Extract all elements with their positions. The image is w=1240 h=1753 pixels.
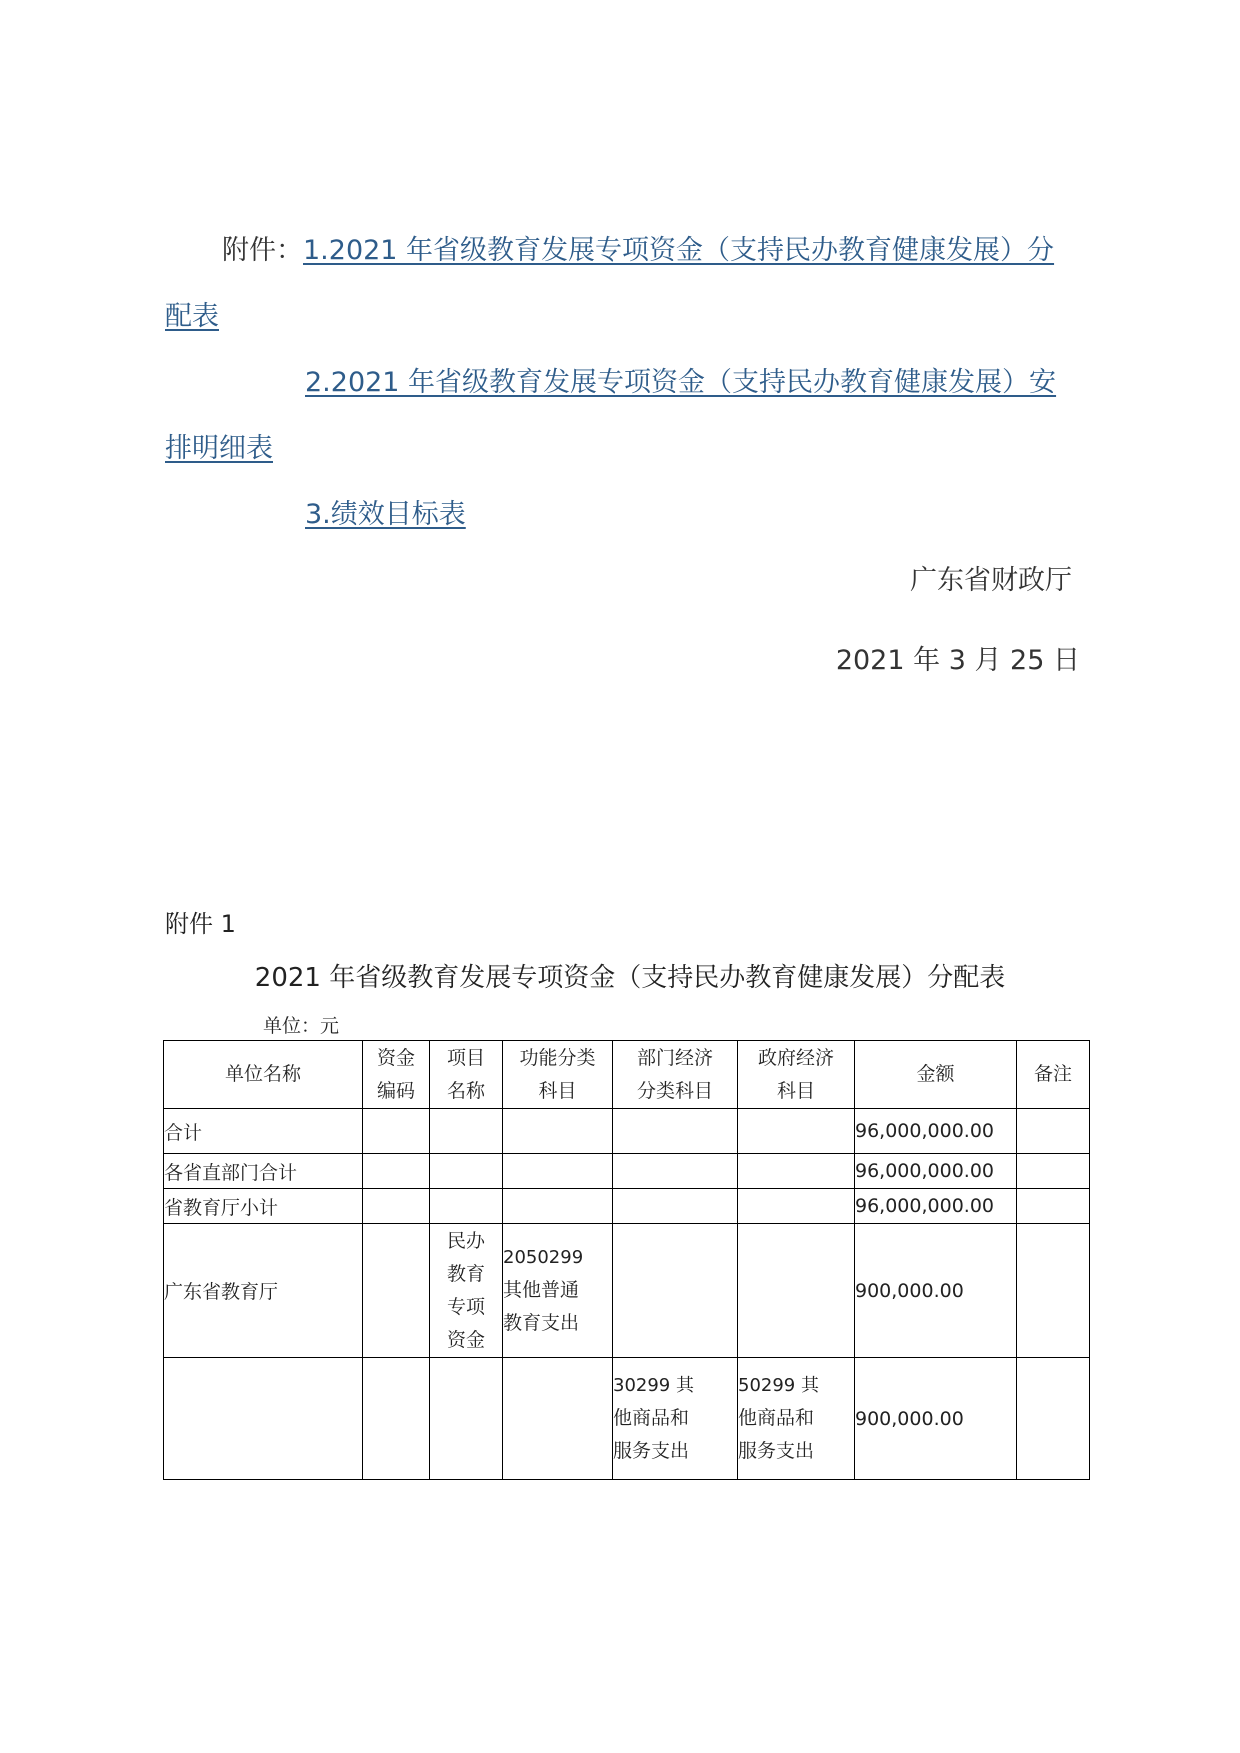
project-line: 教育 (446, 1262, 485, 1285)
empty-cell (738, 1154, 855, 1189)
table-header-row (164, 1041, 1090, 1109)
header-fund-code-l2: 编码 (376, 1079, 415, 1102)
header-dept-econ-l1: 部门经济 (636, 1046, 713, 1069)
header-dept-econ-l2: 分类科目 (636, 1079, 713, 1102)
attachment-line-2-cont (165, 431, 273, 467)
empty-cell (613, 1109, 738, 1154)
header-func-class-l2: 科目 (538, 1079, 577, 1102)
row-name: 合计 (164, 1109, 363, 1154)
row-amount: 900,000.00 (855, 1224, 1017, 1358)
attachment-link-1-cont[interactable]: 配表 (165, 301, 219, 332)
project-line: 专项 (446, 1295, 485, 1318)
header-dept-econ (613, 1041, 738, 1109)
table-row (164, 1224, 1090, 1358)
table-row (164, 1154, 1090, 1189)
header-func-class (503, 1041, 613, 1109)
attachment-line-1-cont (165, 299, 219, 335)
empty-cell (1017, 1358, 1090, 1480)
row-dept-econ (613, 1358, 738, 1480)
header-project-name-l1: 项目 (446, 1046, 485, 1069)
attachment-prefix: 附件： (222, 235, 303, 266)
signature-date: 2021 年 3 月 25 日 (835, 645, 1080, 676)
attachment-line-2 (305, 365, 1056, 401)
gov-text: 他商品和 (738, 1407, 815, 1429)
row-func-class (503, 1224, 613, 1358)
header-unit-name: 单位名称 (164, 1041, 363, 1109)
row-gov-econ (738, 1358, 855, 1480)
header-amount: 金额 (855, 1041, 1017, 1109)
header-fund-code (363, 1041, 430, 1109)
row-name: 广东省教育厅 (164, 1224, 363, 1358)
dept-text: 他商品和 (613, 1407, 690, 1429)
empty-cell (613, 1189, 738, 1224)
empty-cell (430, 1358, 503, 1480)
empty-cell (363, 1154, 430, 1189)
gov-code: 50299 其 (738, 1375, 819, 1396)
empty-cell (738, 1109, 855, 1154)
table-title: 2021 年省级教育发展专项资金（支持民办教育健康发展）分配表 (254, 963, 1006, 993)
empty-cell (363, 1358, 430, 1480)
header-gov-econ-l1: 政府经济 (757, 1046, 834, 1069)
row-amount: 96,000,000.00 (855, 1154, 1017, 1189)
attachment-link-3[interactable]: 3.绩效目标表 (305, 499, 466, 530)
row-amount: 900,000.00 (855, 1358, 1017, 1480)
gov-text: 服务支出 (738, 1440, 815, 1462)
empty-cell (503, 1154, 613, 1189)
attachment-link-1[interactable]: 1.2021 年省级教育发展专项资金（支持民办教育健康发展）分 (303, 235, 1055, 266)
row-amount: 96,000,000.00 (855, 1189, 1017, 1224)
attachment-1-label: 附件 1 (165, 910, 236, 938)
header-gov-econ-l2: 科目 (776, 1079, 815, 1102)
row-name: 省教育厅小计 (164, 1189, 363, 1224)
empty-cell (363, 1189, 430, 1224)
empty-cell (1017, 1224, 1090, 1358)
row-project-name (430, 1224, 503, 1358)
empty-cell (1017, 1154, 1090, 1189)
allocation-table (163, 1040, 1090, 1480)
func-code: 2050299 (503, 1247, 584, 1268)
project-line: 资金 (446, 1328, 485, 1351)
header-remark: 备注 (1017, 1041, 1090, 1109)
empty-cell (503, 1189, 613, 1224)
empty-cell (363, 1109, 430, 1154)
header-fund-code-l1: 资金 (376, 1046, 415, 1069)
empty-cell (1017, 1189, 1090, 1224)
empty-cell (363, 1224, 430, 1358)
row-amount: 96,000,000.00 (855, 1109, 1017, 1154)
row-name (164, 1358, 363, 1480)
header-gov-econ (738, 1041, 855, 1109)
table-row (164, 1358, 1090, 1480)
dept-text: 服务支出 (613, 1440, 690, 1462)
attachment-link-2[interactable]: 2.2021 年省级教育发展专项资金（支持民办教育健康发展）安 (305, 367, 1057, 398)
empty-cell (613, 1154, 738, 1189)
header-func-class-l1: 功能分类 (519, 1046, 596, 1069)
func-text: 其他普通 (503, 1279, 580, 1301)
empty-cell (738, 1189, 855, 1224)
empty-cell (430, 1109, 503, 1154)
table-row (164, 1189, 1090, 1224)
table-row (164, 1109, 1090, 1154)
attachment-line-3 (305, 497, 466, 533)
empty-cell (613, 1224, 738, 1358)
empty-cell (738, 1224, 855, 1358)
dept-code: 30299 其 (613, 1375, 694, 1396)
attachment-link-2-cont[interactable]: 排明细表 (165, 433, 273, 464)
unit-label: 单位：元 (263, 1015, 340, 1037)
empty-cell (430, 1154, 503, 1189)
header-project-name-l2: 名称 (446, 1079, 485, 1102)
empty-cell (503, 1109, 613, 1154)
header-project-name (430, 1041, 503, 1109)
attachment-line-1 (222, 233, 1054, 269)
row-name: 各省直部门合计 (164, 1154, 363, 1189)
func-text: 教育支出 (503, 1312, 580, 1334)
project-line: 民办 (446, 1229, 485, 1252)
empty-cell (1017, 1109, 1090, 1154)
signature-org: 广东省财政厅 (910, 565, 1072, 596)
empty-cell (430, 1189, 503, 1224)
empty-cell (503, 1358, 613, 1480)
